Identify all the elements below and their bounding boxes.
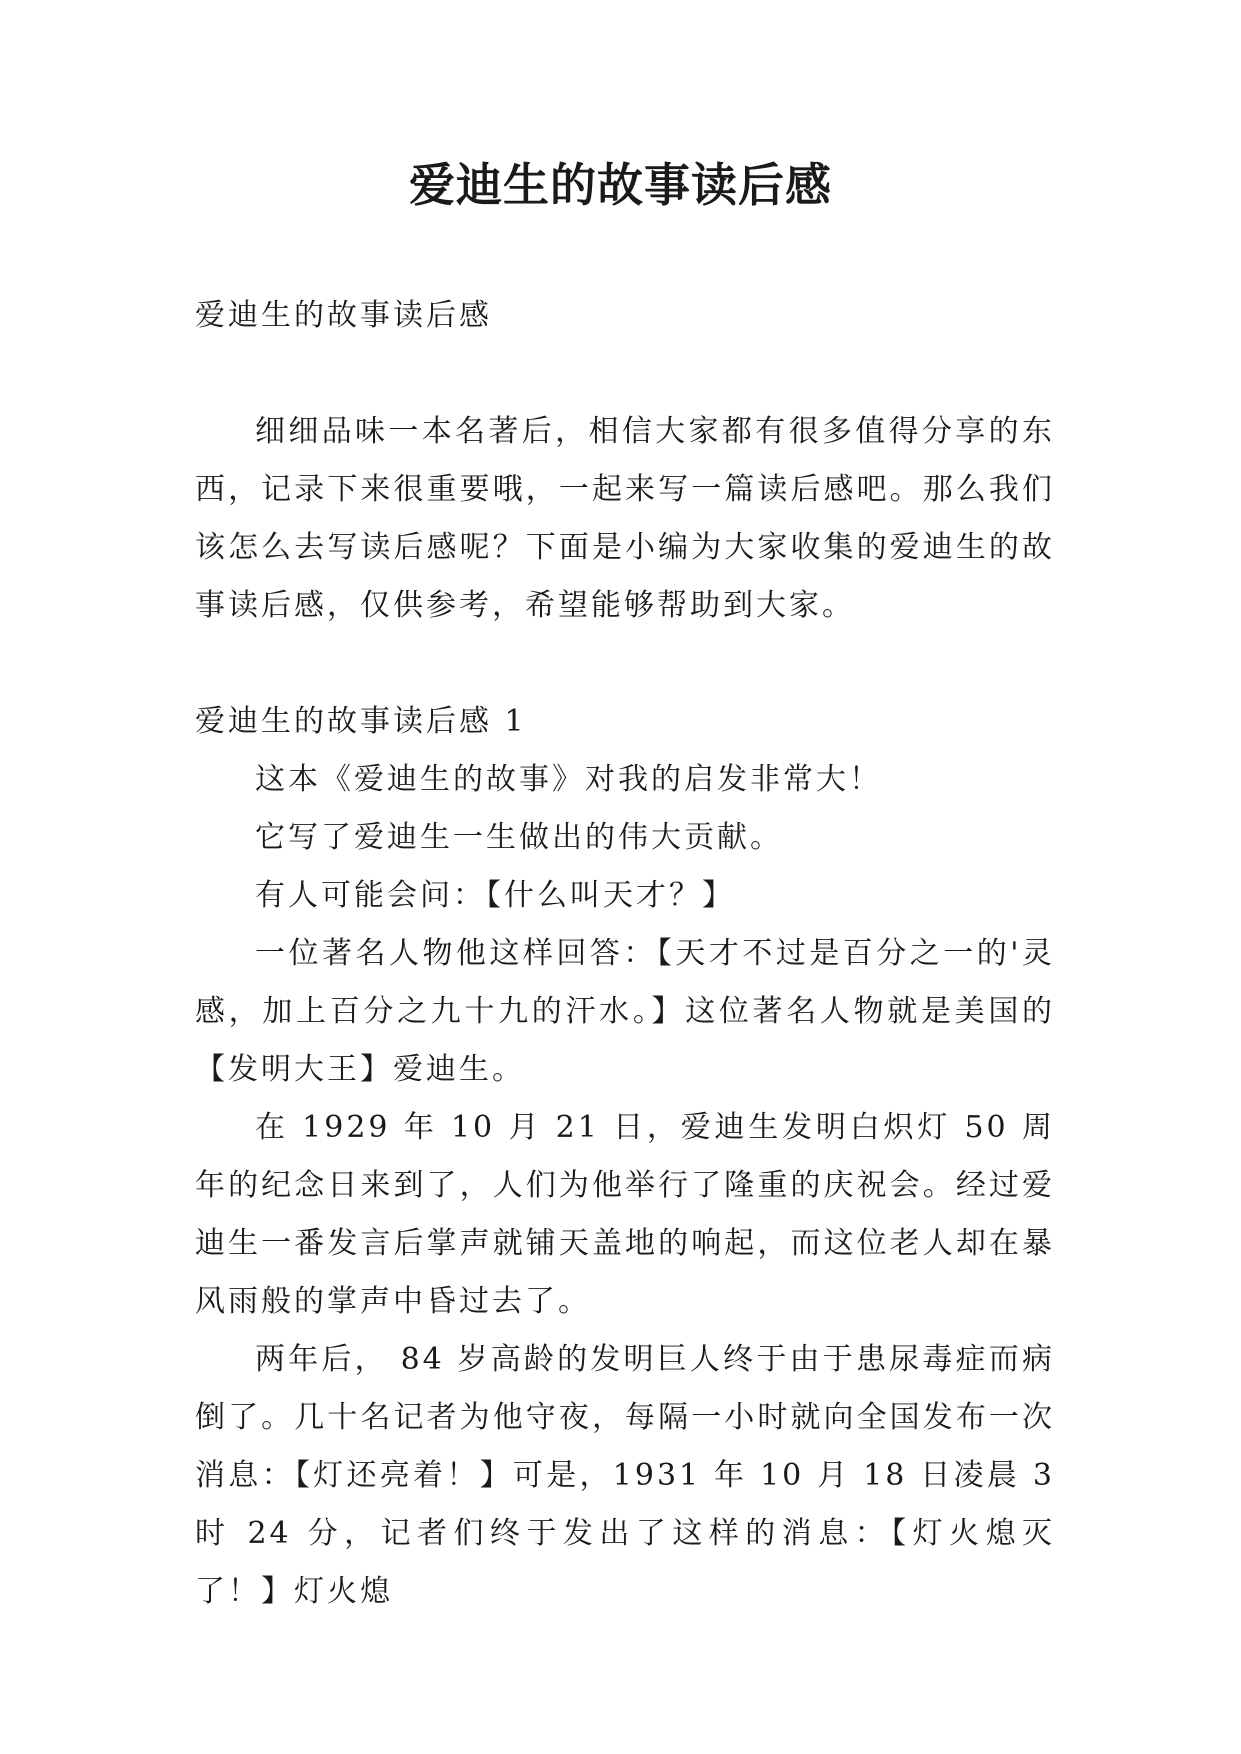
document-subtitle: 爱迪生的故事读后感 xyxy=(195,298,492,333)
body-paragraph: 这本《爱迪生的故事》对我的启发非常大！ xyxy=(255,762,882,797)
body-paragraph: 有人可能会问：【什么叫天才？】 xyxy=(255,878,735,913)
document-title: 爱迪生的故事读后感 xyxy=(409,158,832,212)
body-paragraph: 一位著名人物他这样回答：【天才不过是百分之一的'灵感，加上百分之九十九的汗水。】这位著名人物就是美国的【发明大王】爱迪生。 xyxy=(195,936,1055,1087)
body-paragraph: 两年后， 84 岁高龄的发明巨人终于由于患尿毒症而病倒了。几十名记者为他守夜，每隔一小时就向全国发布一次消息：【灯还亮着！】可是，1931 年 10 月 18 日凌晨 3 时 24 分，记者们终于发出了这样的消息：【灯火熄灭了！】灯火熄 xyxy=(195,1342,1055,1609)
body-paragraph: 它写了爱迪生一生做出的伟大贡献。 xyxy=(255,820,783,855)
body-paragraph: 在 1929 年 10 月 21 日，爱迪生发明白炽灯 50 周年的纪念日来到了，人们为他举行了隆重的庆祝会。经过爱迪生一番发言后掌声就铺天盖地的响起，而这位老人却在暴风雨般的掌声中昏过去了。 xyxy=(195,1110,1055,1319)
section-heading: 爱迪生的故事读后感 1 xyxy=(195,704,527,739)
intro-paragraph: 细细品味一本名著后，相信大家都有很多值得分享的东西，记录下来很重要哦，一起来写一篇读后感吧。那么我们该怎么去写读后感呢？下面是小编为大家收集的爱迪生的故事读后感，仅供参考，希望能够帮助到大家。 xyxy=(195,414,1055,623)
document-body xyxy=(195,287,1055,1621)
